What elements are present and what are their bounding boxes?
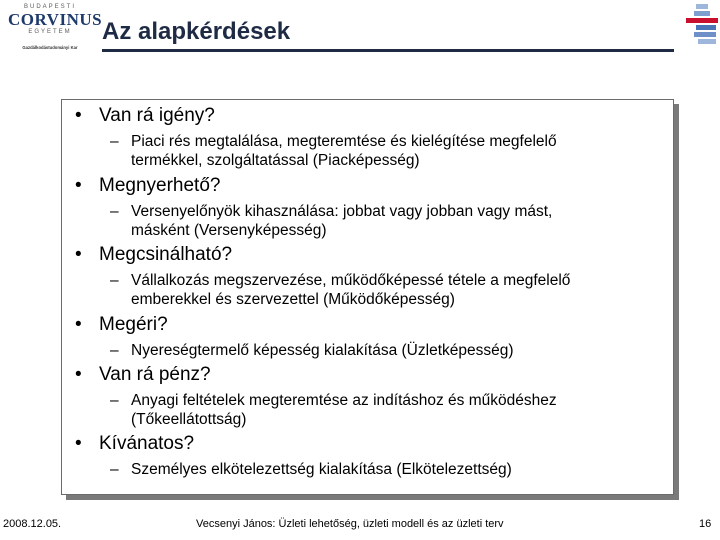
bullet-item: • Megnyerhető? (75, 175, 221, 196)
sub-bullet-line: termékkel, szolgáltatással (Piacképesség) (131, 152, 420, 169)
title-underline (102, 49, 674, 52)
bullet-text: Kívánatos? (99, 433, 195, 454)
logo-tagline: Gazdálkodástudományi Kar (22, 45, 78, 50)
bullet-text: Megcsinálható? (99, 244, 233, 265)
sub-bullet-line: Személyes elkötelezettség kialakítása (Elkötelezettség) (131, 461, 512, 478)
bullet-text: Megnyerhető? (99, 175, 221, 196)
footer-caption: Vecsenyi János: Üzleti lehetőség, üzleti modell és az üzleti terv (196, 518, 504, 530)
sub-bullet-line: Versenyelőnyök kihasználása: jobbat vagy jobban vagy mást, (131, 203, 553, 220)
sub-bullet-line: (Tőkeellátottság) (131, 411, 247, 428)
bullet-text: Van rá igény? (99, 105, 215, 126)
logo-top-text: BUDAPESTI (23, 4, 76, 10)
bullet-text: Van rá pénz? (99, 364, 211, 385)
sub-bullet: – Piaci rés megtalálása, megteremtése és kielégítése megfelelő termékkel, szolgáltatással (Piacképesség) (110, 133, 557, 169)
bullet-item: • Megéri? (75, 314, 168, 335)
corvinus-logo (8, 4, 103, 66)
sub-bullet-line: emberekkel és szervezettel (Működőképesség) (131, 291, 455, 308)
vecsenyi-mark-icon (686, 4, 718, 48)
sub-bullet: – Személyes elkötelezettség kialakítása (Elkötelezettség) (110, 461, 512, 478)
sub-bullet: – Nyereségtermelő képesség kialakítása (Üzletképesség) (110, 342, 514, 359)
sub-bullet-line: másként (Versenyképesség) (131, 222, 327, 239)
bullet-item: • Kívánatos? (75, 433, 195, 454)
sub-bullet-line: Nyereségtermelő képesség kialakítása (Üzletképesség) (131, 342, 514, 359)
sub-bullet: – Vállalkozás megszervezése, működőképessé tétele a megfelelő emberekkel és szervezettel (Működőképesség) (110, 272, 571, 308)
bullet-item: • Van rá pénz? (75, 364, 211, 385)
sub-bullet-line: Vállalkozás megszervezése, működőképessé tétele a megfelelő (131, 272, 571, 289)
logo-bottom-text: EGYETEM (28, 29, 72, 35)
bullet-item: • Megcsinálható? (75, 244, 233, 265)
bullet-text: Megéri? (99, 314, 168, 335)
footer-date: 2008.12.05. (3, 518, 62, 530)
sub-bullet: – Versenyelőnyök kihasználása: jobbat vagy jobban vagy mást, másként (Versenyképesség) (110, 203, 553, 239)
logo-name: CORVINUS (8, 10, 103, 29)
bullet-item: • Van rá igény? (75, 105, 215, 126)
sub-bullet: – Anyagi feltételek megteremtése az indításhoz és működéshez (Tőkeellátottság) (110, 392, 557, 428)
slide-title: Az alapkérdések (102, 18, 291, 45)
sub-bullet-line: Piaci rés megtalálása, megteremtése és kielégítése megfelelő (131, 133, 557, 150)
sub-bullet-line: Anyagi feltételek megteremtése az indításhoz és működéshez (131, 392, 557, 409)
page-number: 16 (699, 518, 712, 530)
